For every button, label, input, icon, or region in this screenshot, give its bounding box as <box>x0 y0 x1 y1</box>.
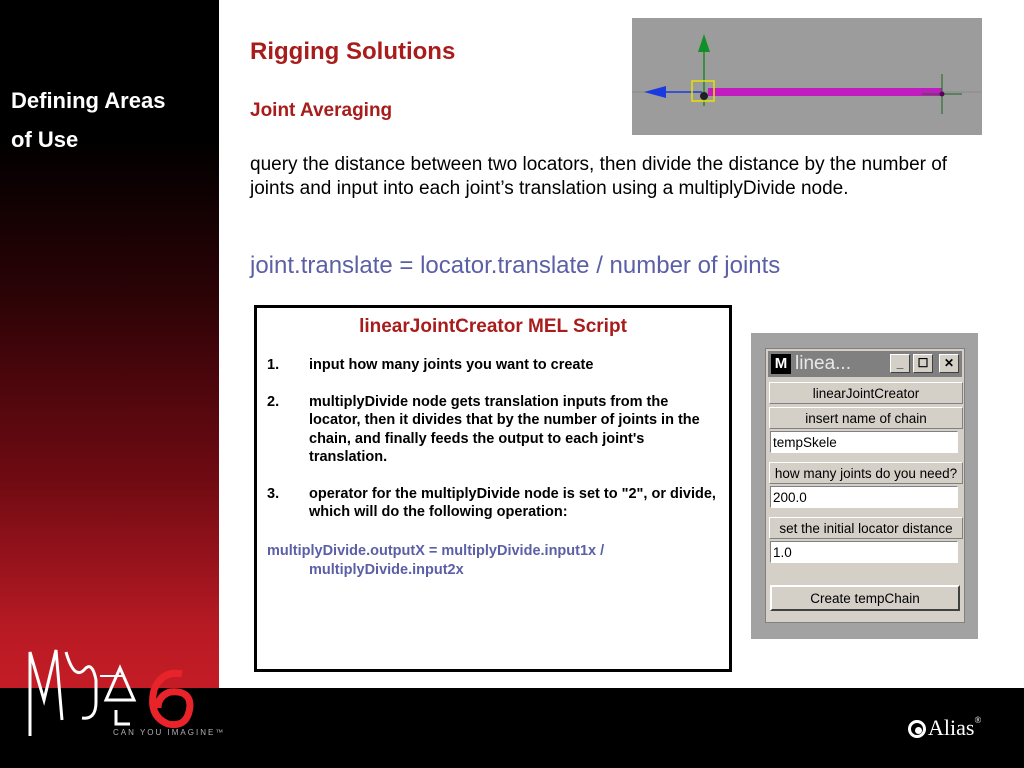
list-item <box>267 393 717 467</box>
sidebar-title-line2: of Use <box>11 127 79 152</box>
maya-tagline: CAN YOU IMAGINE™ <box>113 728 226 737</box>
formula-text: joint.translate = locator.translate / number of joints <box>250 252 781 279</box>
joint-count-label: how many joints do you need? <box>769 462 963 484</box>
minimize-icon[interactable]: _ <box>890 354 910 373</box>
window-title: linea... <box>795 353 851 374</box>
list-item-number: 1. <box>267 357 280 373</box>
body-paragraph: query the distance between two locators, then divide the distance by the number of joints and input into each joint’s translation using a multiplyDivide node. <box>250 154 948 199</box>
maximize-icon[interactable]: ☐ <box>913 354 933 373</box>
list-item-text: multiplyDivide node gets translation inputs from the locator, then it divides that by the number of joints in the chain, and finally feeds the output to each joint's translation. <box>309 393 700 465</box>
page-title: Rigging Solutions <box>250 38 456 65</box>
script-title: linearJointCreator MEL Script <box>359 316 627 337</box>
section-subtitle: Joint Averaging <box>250 100 393 121</box>
list-item <box>267 356 717 375</box>
alias-logo <box>908 715 981 741</box>
chain-name-label: insert name of chain <box>769 407 963 429</box>
locator-distance-field[interactable] <box>770 541 958 563</box>
joint-count-field[interactable] <box>770 486 958 508</box>
list-item-number: 2. <box>267 393 280 410</box>
create-chain-button[interactable]: Create tempChain <box>770 585 960 611</box>
script-box <box>254 305 732 672</box>
window-header-label: linearJointCreator <box>769 382 963 404</box>
maya-window <box>765 348 965 623</box>
script-formula-line2: multiplyDivide.input2x <box>309 561 464 578</box>
locator-distance-label: set the initial locator distance <box>769 517 963 539</box>
maya-logo-icon <box>22 640 227 740</box>
script-formula-line1: multiplyDivide.outputX = multiplyDivide.input1x / <box>267 543 605 559</box>
sidebar-title <box>11 81 211 159</box>
close-icon[interactable]: ✕ <box>939 354 959 373</box>
list-item <box>267 485 717 522</box>
list-item-text: operator for the multiplyDivide node is set to "2", or divide, which will do the following operation: <box>309 485 716 520</box>
maya-app-icon: M <box>771 354 791 374</box>
window-titlebar[interactable] <box>768 351 962 377</box>
maya-window-panel <box>751 333 978 639</box>
joint-chain-viewport <box>632 18 982 135</box>
script-steps <box>267 356 717 540</box>
alias-name: Alias <box>928 715 975 740</box>
script-formula <box>267 542 717 579</box>
list-item-number: 3. <box>267 485 280 502</box>
alias-reg: ® <box>974 715 982 725</box>
sidebar-title-line1: Defining Areas <box>11 88 166 113</box>
chain-name-field[interactable] <box>770 431 958 453</box>
list-item-text: input how many joints you want to create <box>309 357 594 373</box>
alias-mark-icon <box>908 720 926 738</box>
